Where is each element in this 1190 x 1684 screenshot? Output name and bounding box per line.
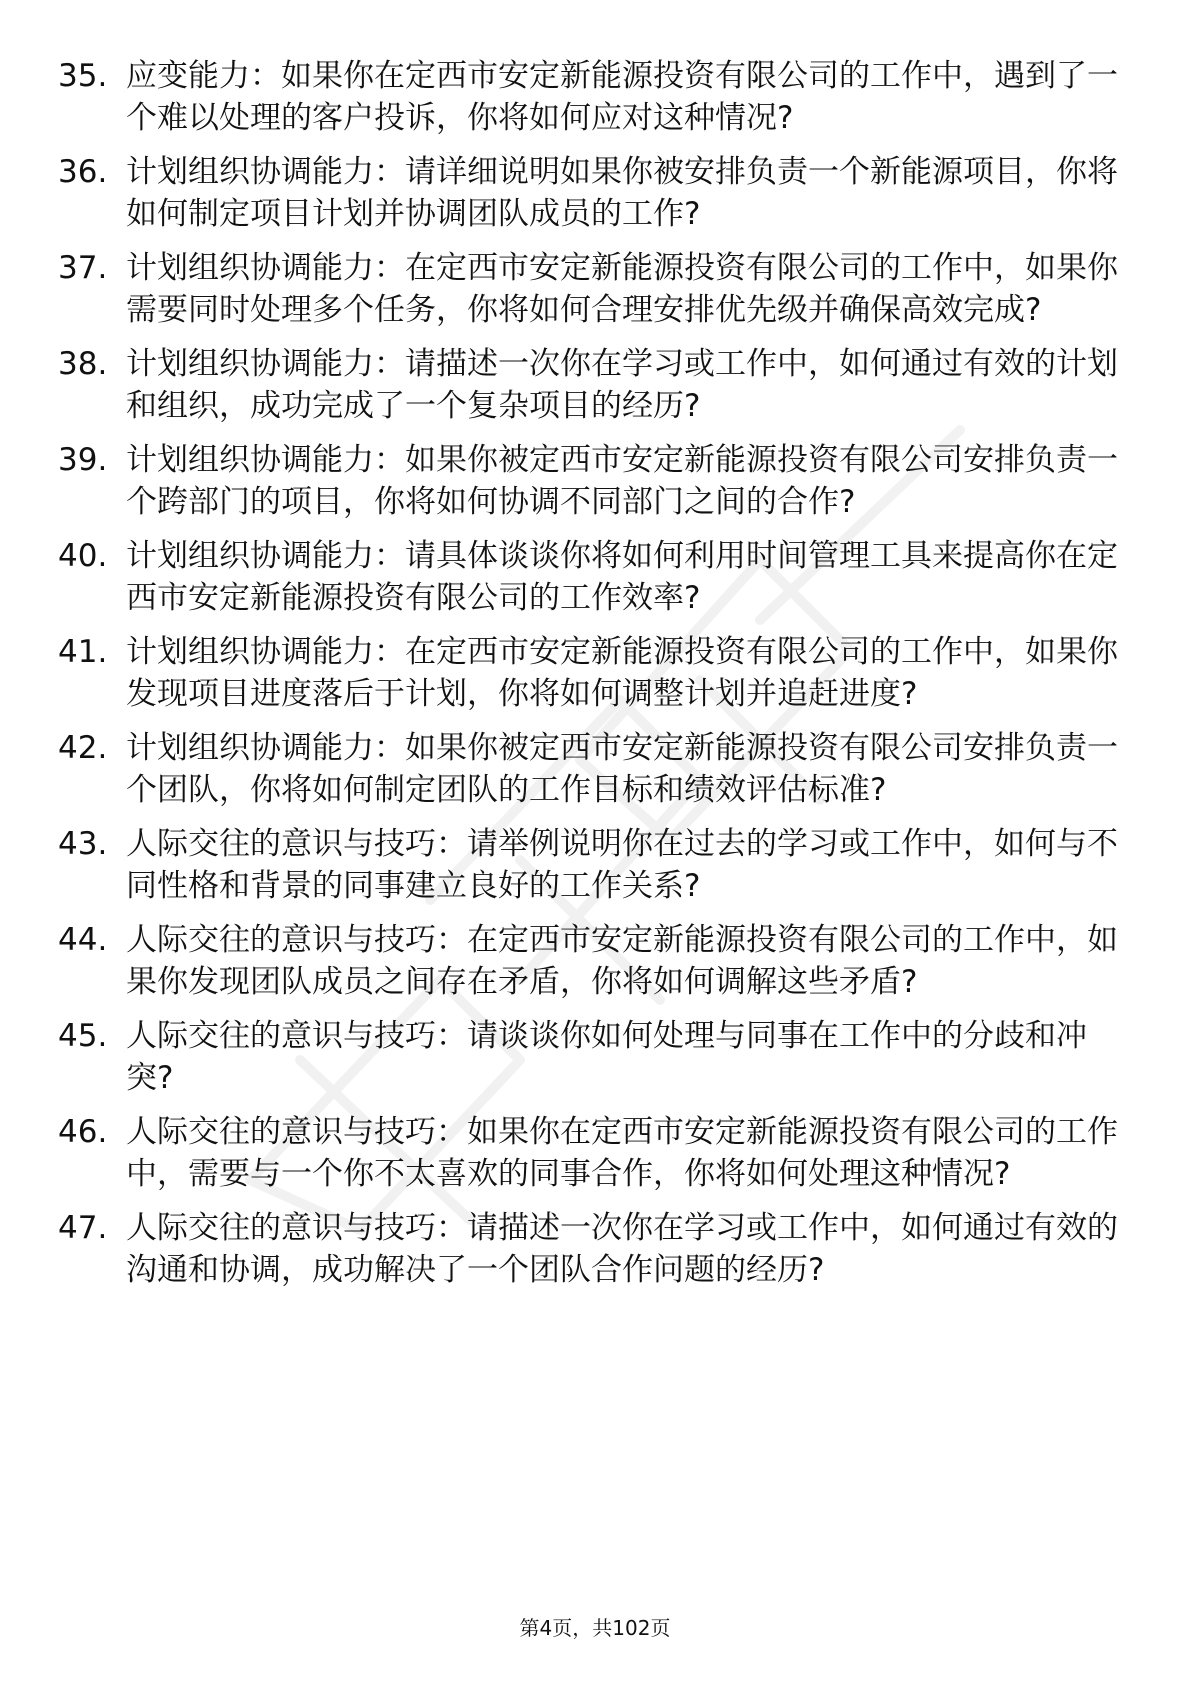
question-text: 人际交往的意识与技巧：如果你在定西市安定新能源投资有限公司的工作中，需要与一个你不太喜欢的同事合作，你将如何处理这种情况? xyxy=(126,1114,1118,1192)
question-number: 37. xyxy=(58,250,108,286)
question-number: 39. xyxy=(58,442,108,478)
question-item xyxy=(58,727,1118,811)
question-number: 41. xyxy=(58,634,108,670)
question-item xyxy=(58,919,1118,1003)
question-item xyxy=(58,1015,1118,1099)
question-number: 45. xyxy=(58,1018,108,1054)
question-text: 应变能力：如果你在定西市安定新能源投资有限公司的工作中，遇到了一个难以处理的客户投诉，你将如何应对这种情况? xyxy=(126,58,1118,136)
question-number: 35. xyxy=(58,58,108,94)
question-item xyxy=(58,343,1118,427)
question-number: 40. xyxy=(58,538,108,574)
question-text: 计划组织协调能力：请详细说明如果你被安排负责一个新能源项目，你将如何制定项目计划并协调团队成员的工作? xyxy=(126,154,1118,232)
question-item xyxy=(58,535,1118,619)
question-number: 46. xyxy=(58,1114,108,1150)
question-number: 36. xyxy=(58,154,108,190)
question-number: 44. xyxy=(58,922,108,958)
question-text: 计划组织协调能力：请描述一次你在学习或工作中，如何通过有效的计划和组织，成功完成了一个复杂项目的经历? xyxy=(126,346,1118,424)
question-item xyxy=(58,247,1118,331)
question-text: 人际交往的意识与技巧：请谈谈你如何处理与同事在工作中的分歧和冲突? xyxy=(126,1018,1087,1096)
question-number: 47. xyxy=(58,1210,108,1246)
question-number: 43. xyxy=(58,826,108,862)
question-number: 42. xyxy=(58,730,108,766)
question-text: 人际交往的意识与技巧：请举例说明你在过去的学习或工作中，如何与不同性格和背景的同事建立良好的工作关系? xyxy=(126,826,1118,904)
question-item xyxy=(58,1111,1118,1195)
question-text: 人际交往的意识与技巧：请描述一次你在学习或工作中，如何通过有效的沟通和协调，成功解决了一个团队合作问题的经历? xyxy=(126,1210,1118,1288)
question-item xyxy=(58,1207,1118,1291)
question-text: 计划组织协调能力：如果你被定西市安定新能源投资有限公司安排负责一个团队，你将如何制定团队的工作目标和绩效评估标准? xyxy=(126,730,1118,808)
question-item xyxy=(58,151,1118,235)
question-text: 计划组织协调能力：在定西市安定新能源投资有限公司的工作中，如果你发现项目进度落后于计划，你将如何调整计划并追赶进度? xyxy=(126,634,1118,712)
question-item xyxy=(58,823,1118,907)
question-list xyxy=(58,55,1118,1291)
question-text: 计划组织协调能力：请具体谈谈你将如何利用时间管理工具来提高你在定西市安定新能源投资有限公司的工作效率? xyxy=(126,538,1118,616)
page-footer: 第4页，共102页 xyxy=(519,1616,671,1640)
question-item xyxy=(58,631,1118,715)
question-text: 人际交往的意识与技巧：在定西市安定新能源投资有限公司的工作中，如果你发现团队成员之间存在矛盾，你将如何调解这些矛盾? xyxy=(126,922,1118,1000)
question-item xyxy=(58,439,1118,523)
question-item xyxy=(58,55,1118,139)
question-text: 计划组织协调能力：在定西市安定新能源投资有限公司的工作中，如果你需要同时处理多个任务，你将如何合理安排优先级并确保高效完成? xyxy=(126,250,1118,328)
question-text: 计划组织协调能力：如果你被定西市安定新能源投资有限公司安排负责一个跨部门的项目，你将如何协调不同部门之间的合作? xyxy=(126,442,1118,520)
question-number: 38. xyxy=(58,346,108,382)
